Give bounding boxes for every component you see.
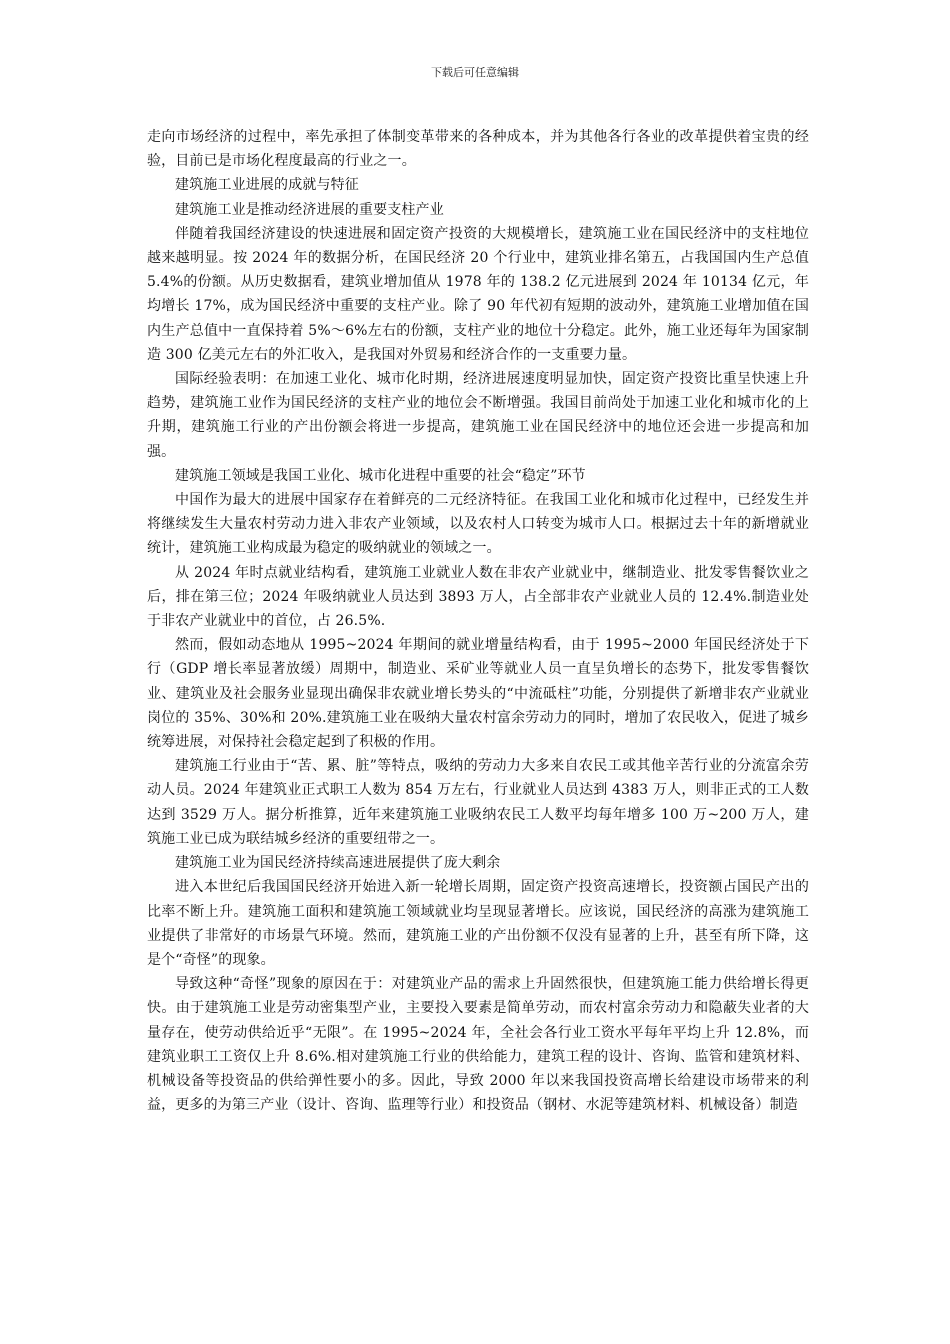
section-heading: 建筑施工领域是我国工业化、城市化进程中重要的社会“稳定”环节 — [175, 467, 586, 484]
body-paragraph: 走向市场经济的过程中，率先承担了体制变革带来的各种成本，并为其他各行各业的改革提供着宝贵的经验，目前已是市场化程度最高的行业之一。 — [147, 129, 809, 170]
body-paragraph: 国际经验表明：在加速工业化、城市化时期，经济进展速度明显加快，固定资产投资比重呈快速上升趋势，建筑施工业作为国民经济的支柱产业的地位会不断增强。我国目前尚处于加速工业化和城市化的上升期，建筑施工行业的产出份额会将进一步提高，建筑施工业在国民经济中的地位还会进一步提高和加强。 — [147, 371, 809, 460]
body-paragraph: 建筑施工行业由于“苦、累、脏”等特点，吸纳的劳动力大多来自农民工或其他辛苦行业的分流富余劳动人员。2024 年建筑业正式职工人数为 854 万左右，行业就业人员达到 4383 万人，则非正式的工人数达到 3529 万人。据分析推算，近年来建筑施工业吸纳农民工人数平均每年增多 100 万~200 万人，建筑施工业已成为联结城乡经济的重要纽带之一。 — [147, 758, 809, 847]
body-paragraph: 然而，假如动态地从 1995~2024 年期间的就业增量结构看，由于 1995~2000 年国民经济处于下行（GDP 增长率显著放缓）周期中，制造业、采矿业等就业人员一直呈负增长的态势下，批发零售餐饮业、建筑业及社会服务业显现出确保非农就业增长势头的“中流砥柱”功能，分别提供了新增非农产业就业岗位的 35%、30%和 20%.建筑施工业在吸纳大量农村富余劳动力的同时，增加了农民收入，促进了城乡统筹进展，对保持社会稳定起到了积极的作用。 — [147, 637, 809, 751]
body-paragraph: 中国作为最大的进展中国家存在着鲜亮的二元经济特征。在我国工业化和城市化过程中，已经发生并将继续发生大量农村劳动力进入非农产业领域，以及农村人口转变为城市人口。根据过去十年的新增就业统计，建筑施工业构成最为稳定的吸纳就业的领域之一。 — [147, 492, 809, 557]
section-heading: 建筑施工业为国民经济持续高速进展提供了庞大剩余 — [175, 855, 501, 872]
section-heading: 建筑施工业是推动经济进展的重要支柱产业 — [175, 201, 444, 218]
body-paragraph: 伴随着我国经济建设的快速进展和固定资产投资的大规模增长，建筑施工业在国民经济中的支柱地位越来越明显。按 2024 年的数据分析，在国民经济 20 个行业中，建筑业排名第五，占我国国内生产总值 5.4%的份额。从历史数据看，建筑业增加值从 1978 年的 138.2 亿元进展到 2024 年 10134 亿元，年均增长 17%，成为国民经济中重要的支柱产业。除了 90 年代初有短期的波动外，建筑施工业增加值在国内生产总值中一直保持着 5%～6%左右的份额，支柱产业的地位十分稳定。此外，施工业还每年为国家制造 300 亿美元左右的外汇收入，是我国对外贸易和经济合作的一支重要力量。 — [147, 225, 809, 363]
section-heading: 建筑施工业进展的成就与特征 — [175, 177, 359, 194]
page-header: 下载后可任意编辑 — [431, 66, 519, 79]
body-paragraph: 进入本世纪后我国国民经济开始进入新一轮增长周期，固定资产投资高速增长，投资额占国民产出的比率不断上升。建筑施工面积和建筑施工领域就业均呈现显著增长。应该说，国民经济的高涨为建筑施工业提供了非常好的市场景气环境。然而，建筑施工业的产出份额不仅没有显著的上升，甚至有所下降，这是个“奇怪”的现象。 — [147, 879, 809, 968]
document-body — [147, 125, 809, 1117]
body-paragraph: 从 2024 年时点就业结构看，建筑施工业就业人数在非农产业就业中，继制造业、批发零售餐饮业之后，排在第三位；2024 年吸纳就业人员达到 3893 万人，占全部非农产业就业人员的 12.4%.制造业处于非农产业就业中的首位，占 26.5%. — [147, 564, 809, 630]
body-paragraph: 导致这种“奇怪”现象的原因在于：对建筑业产品的需求上升固然很快，但建筑施工能力供给增长得更快。由于建筑施工业是劳动密集型产业，主要投入要素是简单劳动，而农村富余劳动力和隐蔽失业者的大量存在，使劳动供给近乎“无限”。在 1995~2024 年，全社会各行业工资水平每年平均上升 12.8%，而建筑业职工工资仅上升 8.6%.相对建筑施工行业的供给能力，建筑工程的设计、咨询、监管和建筑材料、机械设备等投资品的供给弹性要小的多。因此，导致 2000 年以来我国投资高增长给建设市场带来的利益，更多的为第三产业（设计、咨询、监理等行业）和投资品（钢材、水泥等建筑材料、机械设备）制造 — [147, 976, 809, 1114]
